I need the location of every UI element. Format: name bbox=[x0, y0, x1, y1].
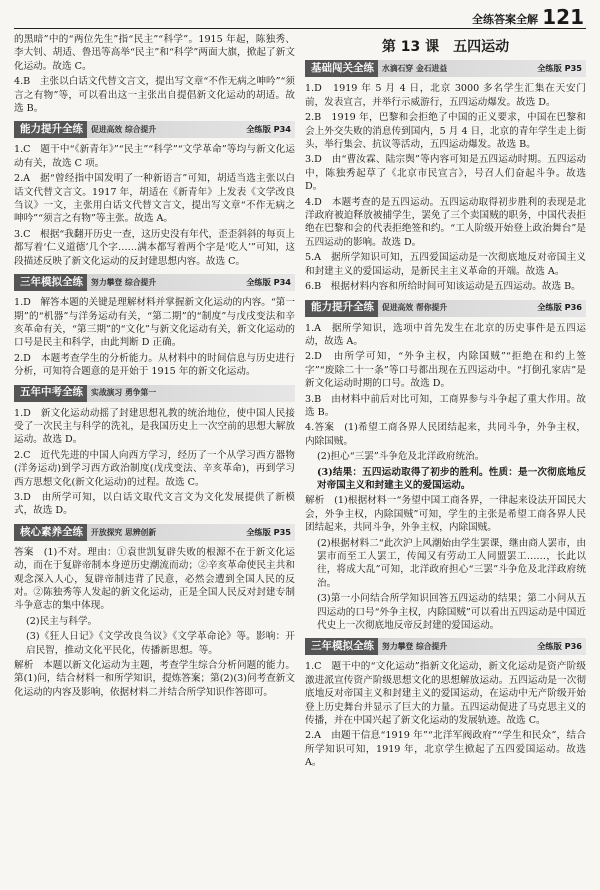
section-bar bbox=[305, 60, 586, 77]
answer-item: 6.B 根据材料内容和所给时间可知该运动是五四运动。故选 B。 bbox=[305, 281, 581, 293]
answer-item: (3)第一小问结合所学知识回答五四运动的结果；第二小问从五四运动的口号“外争主权，内除国贼”可以看出五四运动是中国近代史上一次彻底地反帝反封建的爱国运动。 bbox=[317, 593, 586, 632]
header-title: 全练答案全解 bbox=[472, 13, 538, 26]
section-bar bbox=[305, 638, 586, 655]
section-bar bbox=[14, 121, 295, 138]
answer-item: 3.D 由“曹汝霖、陆宗舆”等内容可知是五四运动时期。五四运动中，陈独秀起草了《北京市民宣言》，号召人们奋起斗争。故选 D。 bbox=[305, 154, 586, 193]
answer-item: 3.D 由所学可知，以白话文取代文言文为文化发展提供了新模式，故选 D。 bbox=[14, 491, 295, 517]
answer-item: 1.A 据所学知识，选项中首先发生在北京的历史事件是五四运动，故选 A。 bbox=[305, 322, 586, 347]
answer-item: 3.B 由材料中前后对比可知，工商界参与斗争起了重大作用。故选 B。 bbox=[305, 393, 586, 418]
answer-item: 4.答案 (1)希望工商各界人民团结起来，共同斗争，外争主权，内除国贼。 bbox=[305, 422, 586, 447]
answer-item: (3)结果：五四运动取得了初步的胜利。性质：是一次彻底地反对帝国主义和封建主义的爱国运动。 bbox=[317, 466, 586, 491]
section-ref: 全练版 P35 bbox=[537, 63, 582, 74]
section-subtitle: 水滴石穿 金石进益 bbox=[382, 64, 448, 74]
answer-item: 2.B 1919 年，巴黎和会拒绝了中国的正义要求，中国在巴黎和会上外交失败的消息传到国内，5 月 4 日，北京的青年学生走上街头，举行集会、抗议等活动，五四运动爆发。故选 B。 bbox=[305, 112, 586, 151]
section-bar bbox=[14, 274, 295, 291]
answer-paragraph: 4.B 主张以白话文代替文言文，提出写文章“不作无病之呻吟”“须言之有物”等，可以看出这一主张出自提倡新文化运动的胡适。故选 B。 bbox=[14, 76, 295, 115]
answer-item: 解析 (1)根据材料一“务望中国工商各界，一律起来设法开国民大会，外争主权，内除国贼”可知，学生的主张是希望工商各界人民团结起来，共同斗争，外争主权，内除国贼。 bbox=[305, 495, 586, 534]
answer-item: 2.A 据“曾经指中国发明了一种新语言”可知，胡适当选主张以白话文代替文言文。1917 年，胡适在《新青年》上发表《文学改良刍议》一文，主张用白话文代替文言文，提出写文章“不作无病之呻吟”“须言之有物”等主张。故选 A。 bbox=[14, 173, 295, 225]
answer-item: (2)根据材料二“此次沪上风潮始由学生罢课，继由商人罢市，由罢市而至工人罢工，传闻又有劳动工人同盟罢工……，长此以往，将成大乱”可知，北洋政府担心“三罢”斗争危及北洋政府统治。 bbox=[317, 537, 586, 589]
section-name: 能力提升全练 bbox=[20, 123, 83, 136]
lesson-title: 第 13 课 五四运动 bbox=[381, 39, 510, 55]
section-name: 基础闯关全练 bbox=[311, 62, 374, 75]
answer-item: (2)担心“三罢”斗争危及北洋政府统治。 bbox=[317, 451, 485, 463]
answer-item: 解析 本题以新文化运动为主题，考查学生综合分析问题的能力。第(1)问，结合材料一和所学知识，提炼答案；第(2)(3)问考查新文化运动的内容及影响，依据材料二并结合所学知识作答即可。 bbox=[14, 660, 295, 698]
section-name: 能力提升全练 bbox=[311, 301, 374, 314]
right-column bbox=[305, 33, 586, 772]
section-bar bbox=[14, 385, 295, 402]
section-ref: 全练版 P34 bbox=[246, 124, 291, 135]
answer-item: (3)《狂人日记》《文学改良刍议》《文学革命论》等。影响：开启民智，推动文化平民化，传播新思想。等。 bbox=[26, 631, 295, 656]
answer-item: 1.D 新文化运动动摇了封建思想礼教的统治地位，使中国人民接受了一次民主与科学的洗礼，是我国历史上一次空前的思想大解放运动。故选 D。 bbox=[14, 407, 295, 446]
answer-item: 5.A 据所学知识可知，五四爱国运动是一次彻底地反对帝国主义和封建主义的爱国运动，是新民主主义革命的开端。故选 A。 bbox=[305, 252, 586, 277]
section-subtitle: 促进高效 帮你提升 bbox=[382, 303, 448, 313]
answer-item: (2)民主与科学。 bbox=[26, 615, 98, 627]
answer-item: 1.C 题干中“《新青年》”“民主”“科学”“文学革命”等均与新文化运动有关，故选 C 项。 bbox=[14, 144, 295, 169]
answer-item: 1.D 1919 年 5 月 4 日，北京 3000 多名学生汇集在天安门前，发表宣言，并举行示威游行，五四运动爆发。故选 D。 bbox=[305, 83, 586, 108]
section-subtitle: 实战演习 勇争第一 bbox=[91, 388, 157, 398]
section-ref: 全练版 P34 bbox=[246, 276, 291, 287]
answer-item: 答案 (1)不对。理由：①袁世凯复辟失败的根源不在于新文化运动，而在于复辟帝制本身逆历史潮流而动；②辛亥革命使民主共和观念深入人心，复辟帝制违背了民意，必然会遭到全国人民的反对。②陈独秀等人发起的新文化运动，正是全国人民反对封建专制斗争意志的集中体现。 bbox=[14, 546, 295, 612]
section-ref: 全练版 P36 bbox=[537, 641, 582, 652]
section-ref: 全练版 P35 bbox=[246, 526, 291, 537]
answer-item: 1.D 解答本题的关键是理解材料并掌握新文化运动的内容。“第一期”的“机器”与洋务运动有关，“第二期”的“制度”与戊戌变法和辛亥革命有关，“第三期”的“文化”与新文化运动有关，新文化运动的口号是民主和科学，由此判断 D 正确。 bbox=[14, 297, 295, 349]
section-bar bbox=[14, 524, 295, 541]
answer-item: 2.C 近代先进的中国人向西方学习，经历了一个从学习西方器物(洋务运动)到学习西方政治制度(戊戌变法、辛亥革命)，再到学习西方思想文化(新文化运动)的过程。故选 C。 bbox=[14, 449, 295, 488]
section-subtitle: 努力攀登 综合提升 bbox=[91, 277, 157, 287]
section-name: 五年中考全练 bbox=[20, 386, 83, 399]
section-subtitle: 促进高效 综合提升 bbox=[91, 125, 157, 135]
section-subtitle: 努力攀登 综合提升 bbox=[382, 642, 448, 652]
page-number: 121 bbox=[542, 5, 584, 29]
answer-item: 2.D 本题考查学生的分析能力。从材料中的时间信息与历史进行分析，可知符合题意的是开始于 1915 年的新文化运动。 bbox=[14, 352, 295, 378]
answer-item: 3.C 根据“我翻开历史一查，这历史没有年代，歪歪斜斜的每页上都写着‘仁义道德’几个字……满本都写着两个字是‘吃人’”可知，这段描述反映了新文化运动的反封建思想内容。故选 C。 bbox=[14, 228, 295, 267]
answer-item: 4.D 本题考查的是五四运动。五四运动取得初步胜利的表现是北洋政府被迫释放被捕学生，罢免了三个卖国贼的职务，中国代表拒绝在巴黎和会的代表拒绝签和约。“工人阶级开始登上政治舞台”是五四运动的影响。故选 D。 bbox=[305, 196, 586, 248]
answer-item: 2.D 由所学可知，“外争主权，内除国贼”“拒绝在和约上签字”“废除二十一条”等口号都出现在五四运动中。“打倒孔家店”是新文化运动时期的口号。故选 D。 bbox=[305, 351, 586, 390]
answer-paragraph: 的黑暗”中的“两位先生”指“民主”“科学”。1915 年起，陈独秀、李大钊、胡适、鲁迅等高举“民主”和“科学”两面大旗，掀起了新文化运动。故选 C。 bbox=[14, 34, 295, 72]
page-header bbox=[14, 6, 586, 29]
left-column bbox=[14, 33, 295, 772]
section-subtitle: 开放探究 思辨创新 bbox=[91, 527, 157, 537]
section-name: 三年模拟全练 bbox=[311, 640, 374, 653]
section-name: 核心素养全练 bbox=[20, 525, 83, 538]
section-ref: 全练版 P36 bbox=[537, 302, 582, 313]
section-bar bbox=[305, 300, 586, 317]
answer-item: 1.C 题干中的“文化运动”指新文化运动，新文化运动是资产阶级激进派宣传资产阶级思想文化的思想解放运动。五四运动是一次彻底地反对帝国主义和封建主义的爱国运动，在运动中无产阶级开始登上历史舞台并显示了巨大的力量。五四运动促进了马克思主义的传播，并在中国兴起了新文化运动的发展轨迹。故选 C。 bbox=[305, 661, 586, 727]
section-name: 三年模拟全练 bbox=[20, 275, 83, 288]
answer-item: 2.A 由题干信息“1919 年”“北洋军阀政府”“学生和民众”，结合所学知识可知，1919 年，北京学生掀起了五四爱国运动。故选 A。 bbox=[305, 730, 586, 769]
